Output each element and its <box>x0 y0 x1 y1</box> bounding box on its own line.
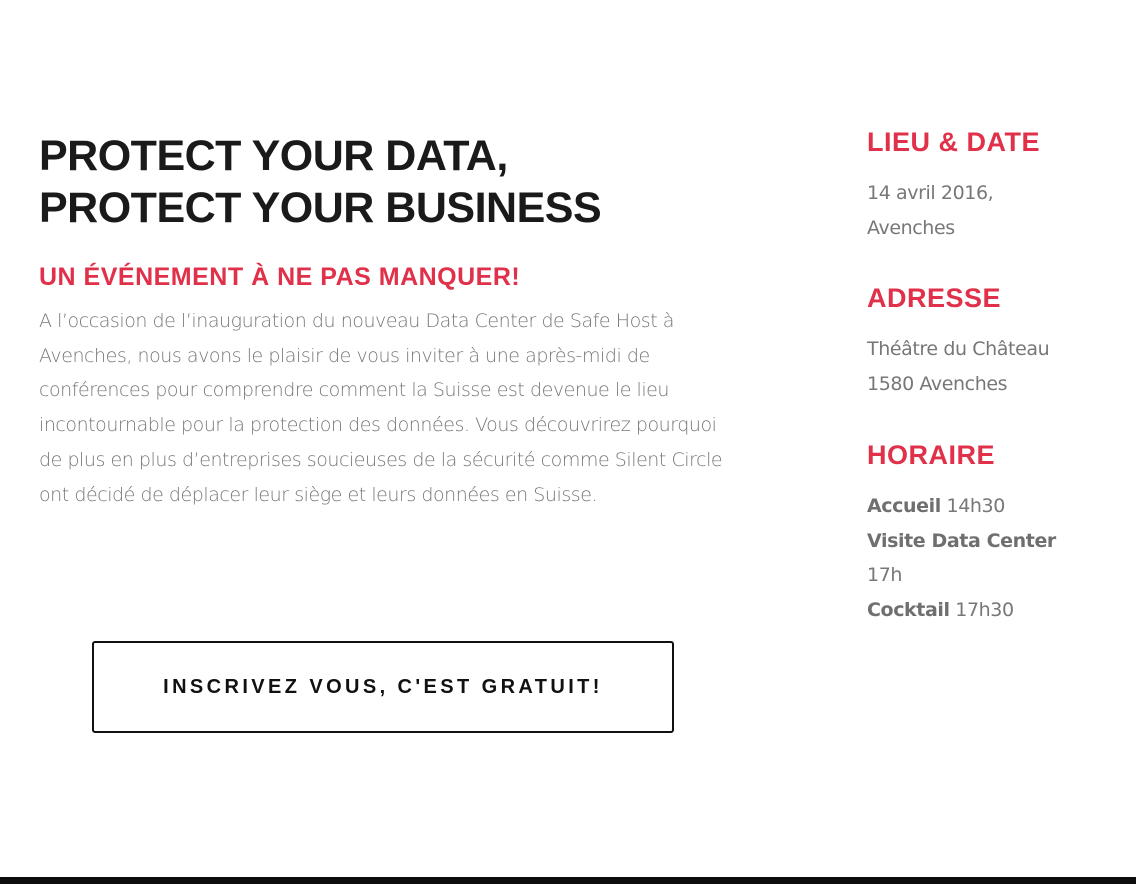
schedule-item-time: 17h30 <box>955 598 1014 621</box>
page-title-line-1: PROTECT YOUR DATA, <box>39 132 508 180</box>
place-date-heading: LIEU & DATE <box>867 127 1040 157</box>
schedule-item-time: 17h <box>867 564 903 587</box>
schedule-item-label: Accueil <box>867 494 941 517</box>
venue-postal-city: 1580 Avenches <box>867 373 1008 396</box>
venue-name: Théâtre du Château <box>867 338 1050 361</box>
schedule-heading: HORAIRE <box>867 439 996 470</box>
footer-divider-bar <box>0 877 1136 884</box>
schedule-item-label: Visite Data Center <box>867 529 1056 552</box>
schedule-item <box>867 593 1107 628</box>
schedule-list <box>867 489 1107 628</box>
address-heading: ADRESSE <box>867 283 1002 314</box>
register-button-label: INSCRIVEZ VOUS, C'EST GRATUIT! <box>163 675 603 698</box>
event-subtitle: UN ÉVÉNEMENT À NE PAS MANQUER! <box>39 263 521 291</box>
schedule-item-label: Cocktail <box>867 598 950 621</box>
place-date-section <box>867 124 1107 245</box>
place-date-text <box>867 176 1107 245</box>
address-text <box>867 332 1107 401</box>
schedule-item <box>867 524 1107 559</box>
event-info-sidebar <box>867 124 1107 663</box>
event-city: Avenches <box>867 216 955 239</box>
main-content <box>39 130 739 512</box>
address-section <box>867 280 1107 401</box>
register-button[interactable] <box>92 641 674 733</box>
schedule-item <box>867 489 1107 524</box>
page-title-line-2: PROTECT YOUR BUSINESS <box>39 184 602 232</box>
page-title <box>39 130 739 234</box>
event-date: 14 avril 2016, <box>867 182 994 204</box>
intro-paragraph: A l’occasion de l’inauguration du nouveau Data Center de Safe Host à Avenches, nous avons le plaisir de vous inviter à une après-midi de conférences pour comprendre comment la Suisse est devenue le lieu incontournable pour la protection des données. Vous découvrirez pourquoi de plus en plus d’entreprises soucieuses de la sécurité comme Silent Circle ont décidé de déplacer leur siège et leurs données en Suisse. <box>39 310 723 506</box>
schedule-section <box>867 437 1107 628</box>
schedule-item-time-wrap <box>867 558 1107 593</box>
schedule-item-time: 14h30 <box>946 494 1005 517</box>
